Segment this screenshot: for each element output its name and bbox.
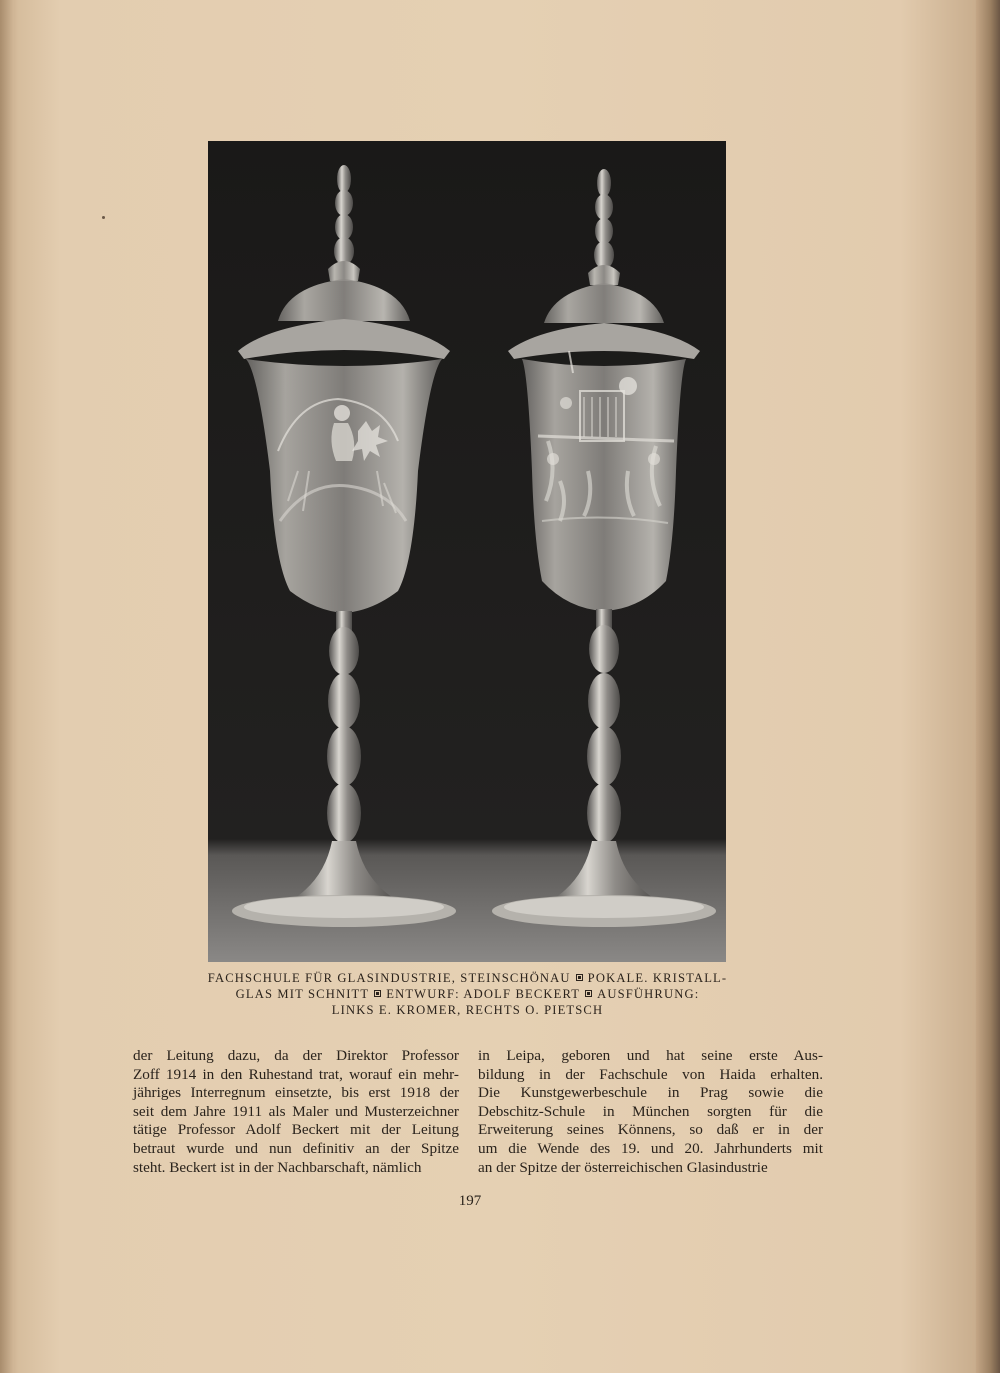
- text-line: in Leipa, geboren und hat seine erste Aus-: [478, 1047, 823, 1064]
- text-line: betraut wurde und nun definitiv an der Spitze: [133, 1139, 459, 1157]
- goblets-photo: [208, 141, 726, 962]
- caption-design: ENTWURF: ADOLF BECKERT: [386, 987, 581, 1001]
- page-number: 197: [458, 1193, 482, 1209]
- text-column-left: [133, 1047, 459, 1177]
- separator-icon: [585, 990, 592, 997]
- text-line: steht. Beckert ist in der Nachbarschaft, nämlich: [133, 1158, 422, 1176]
- text-line: Zoff 1914 in den Ruhestand trat, worauf ein mehr-: [133, 1065, 459, 1083]
- caption-execution-label: AUSFÜHRUNG:: [597, 987, 700, 1001]
- plate-caption: [190, 970, 745, 1018]
- caption-object: POKALE. KRISTALL-: [587, 971, 728, 985]
- text-column-right: [478, 1047, 823, 1177]
- text-line: der Leitung dazu, da der Direktor Professor: [133, 1047, 459, 1064]
- text-line: tätige Professor Adolf Beckert mit der Leitung: [133, 1121, 459, 1139]
- text-line: Die Kunstgewerbeschule in Prag sowie die: [478, 1084, 823, 1102]
- text-line: an der Spitze der österreichischen Glasindustrie: [478, 1158, 768, 1176]
- text-line: Debschitz-Schule in München sorgten für die: [478, 1102, 823, 1120]
- separator-icon: [576, 974, 583, 981]
- page-edge: [976, 0, 1000, 1373]
- text-line: bildung in der Fachschule von Haida erhalten.: [478, 1065, 823, 1083]
- caption-school: FACHSCHULE FÜR GLASINDUSTRIE, STEINSCHÖNAU: [207, 971, 571, 985]
- gutter-shadow: [0, 0, 14, 1373]
- separator-icon: [374, 990, 381, 997]
- text-line: jähriges Interregnum einsetzte, bis erst 1918 der: [133, 1084, 459, 1102]
- paper-speck: [102, 216, 105, 219]
- text-line: Erweiterung seines Könnens, so daß er in der: [478, 1121, 823, 1139]
- text-line: seit dem Jahre 1911 als Maler und Musterzeichner: [133, 1102, 459, 1120]
- caption-technique: GLAS MIT SCHNITT: [235, 987, 370, 1001]
- caption-line-3: LINKS E. KROMER, RECHTS O. PIETSCH: [331, 1003, 604, 1017]
- photo-plate: [208, 141, 726, 962]
- text-line: um die Wende des 19. und 20. Jahrhunderts mit: [478, 1139, 823, 1157]
- caption-line-1: [190, 970, 745, 986]
- caption-line-2: [190, 986, 745, 1002]
